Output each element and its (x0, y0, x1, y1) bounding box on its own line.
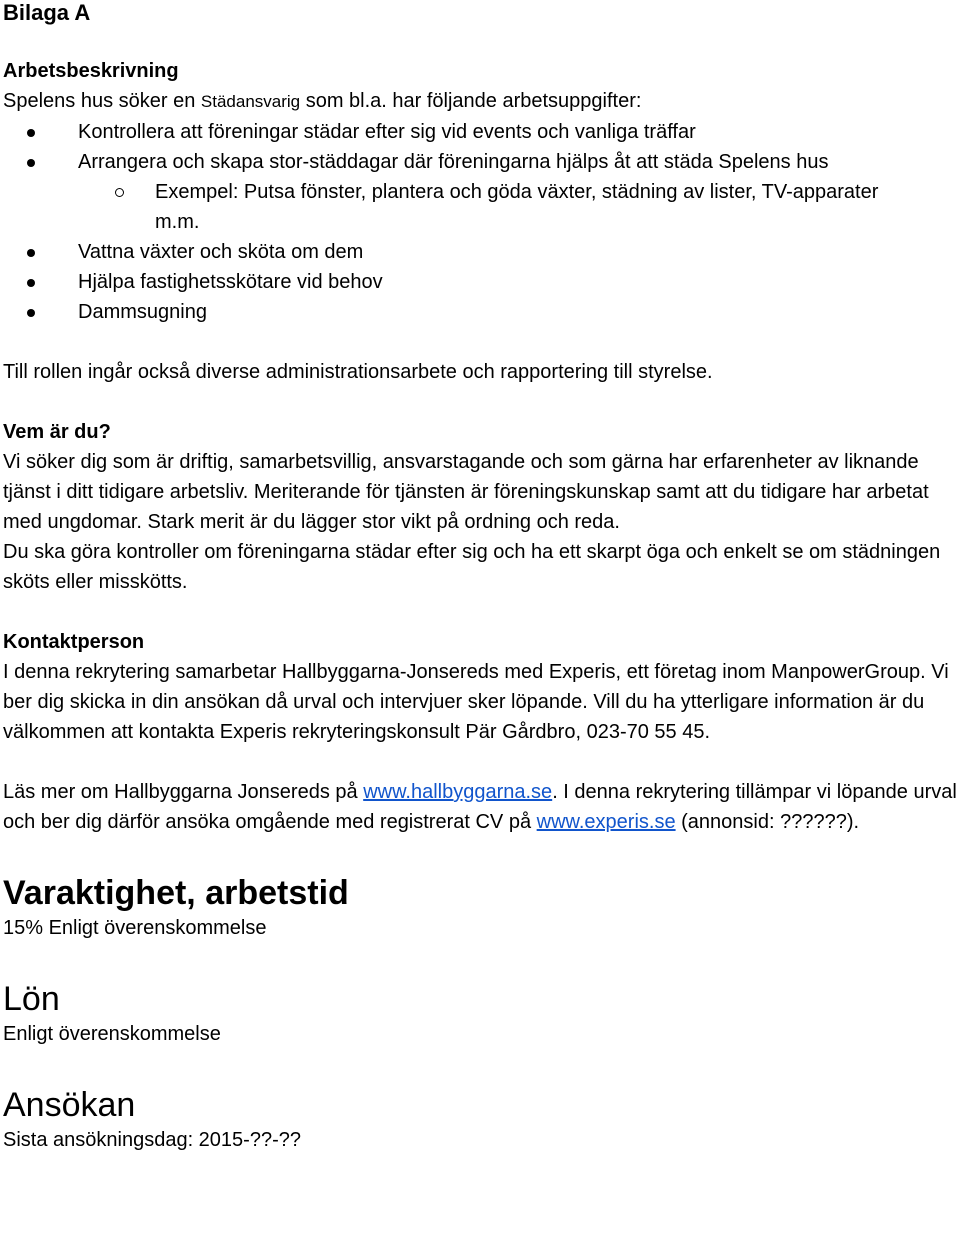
list-item (3, 147, 957, 177)
hallbyggarna-link[interactable]: www.hallbyggarna.se (363, 781, 553, 803)
list-item-text: Dammsugning (78, 301, 207, 323)
bullet-icon (27, 249, 35, 257)
kontakt-text-2: . I denna rekrytering tillämpar vi löpande urval och ber dig därför ansöka omgående med registrerat CV på (3, 781, 957, 833)
vem-paragraph-1: Vi söker dig som är driftig, samarbetsvillig, ansvarstagande och som gärna har erfarenheter av liknande tjänst i ditt tidigare arbetsliv. Meriterande för tjänsten är föreningskunskap samt att du tidigare har arbetat med ungdomar. Stark merit är du lägger stor vikt på ordning och reda. (3, 451, 929, 533)
intro-text (3, 86, 957, 117)
list-item (3, 267, 957, 297)
vem-heading: Vem är du? (3, 421, 111, 443)
kontakt-text-1: Läs mer om Hallbyggarna Jonsereds på (3, 781, 364, 803)
bullet-icon (27, 159, 35, 167)
bullet-icon (27, 129, 35, 137)
task-list (3, 117, 957, 177)
task-list-2 (3, 237, 957, 327)
intro-role: Städansvarig (200, 92, 301, 111)
list-item (3, 117, 957, 147)
list-item (3, 177, 957, 237)
kontakt-text-3: (annonsid: ??????). (675, 811, 860, 833)
lon-text: Enligt överenskommelse (3, 1023, 221, 1045)
document-page (3, 0, 957, 1155)
list-item-text: Exempel: Putsa fönster, plantera och göda växter, städning av lister, TV-apparater m.m. (155, 181, 879, 233)
arbetsbeskrivning-heading: Arbetsbeskrivning (3, 60, 179, 82)
experis-link[interactable]: www.experis.se (536, 811, 676, 833)
list-item-text: Vattna växter och sköta om dem (78, 241, 364, 263)
ansokan-text: Sista ansökningsdag: 2015-??-?? (3, 1129, 301, 1151)
list-item (3, 237, 957, 267)
kontakt-heading: Kontaktperson (3, 631, 145, 653)
list-item-text: Hjälpa fastighetsskötare vid behov (78, 271, 383, 293)
circle-bullet-icon (115, 188, 124, 197)
varaktighet-heading: Varaktighet, arbetstid (3, 874, 349, 912)
vem-paragraph-2: Du ska göra kontroller om föreningarna städar efter sig och ha ett skarpt öga och enkelt se om städningen sköts eller misskötts. (3, 541, 941, 593)
kontakt-paragraph-1: I denna rekrytering samarbetar Hallbyggarna-Jonsereds med Experis, ett företag inom ManpowerGroup. Vi ber dig skicka in din ansökan då urval och intervjuer sker löpande. Vill du ha ytterligare information är du välkommen att kontakta Experis rekryteringskonsult Pär Gårdbro, 023-70 55 45. (3, 661, 949, 743)
list-item-text: Kontrollera att föreningar städar efter sig vid events och vanliga träffar (78, 121, 696, 143)
bullet-icon (27, 309, 35, 317)
intro-part2: som bl.a. har följande arbetsuppgifter: (300, 90, 642, 112)
bilaga-title: Bilaga A (3, 0, 91, 25)
kontakt-paragraph-2 (3, 777, 957, 837)
list-item (3, 297, 957, 327)
lon-heading: Lön (3, 980, 60, 1018)
varaktighet-text: 15% Enligt överenskommelse (3, 917, 267, 939)
admin-text: Till rollen ingår också diverse administrationsarbete och rapportering till styrelse. (3, 361, 713, 383)
bullet-icon (27, 279, 35, 287)
ansokan-heading: Ansökan (3, 1086, 136, 1124)
sub-task-list (3, 177, 957, 237)
list-item-text: Arrangera och skapa stor-städdagar där föreningarna hjälps åt att städa Spelens hus (78, 151, 829, 173)
intro-part1: Spelens hus söker en (3, 90, 201, 112)
